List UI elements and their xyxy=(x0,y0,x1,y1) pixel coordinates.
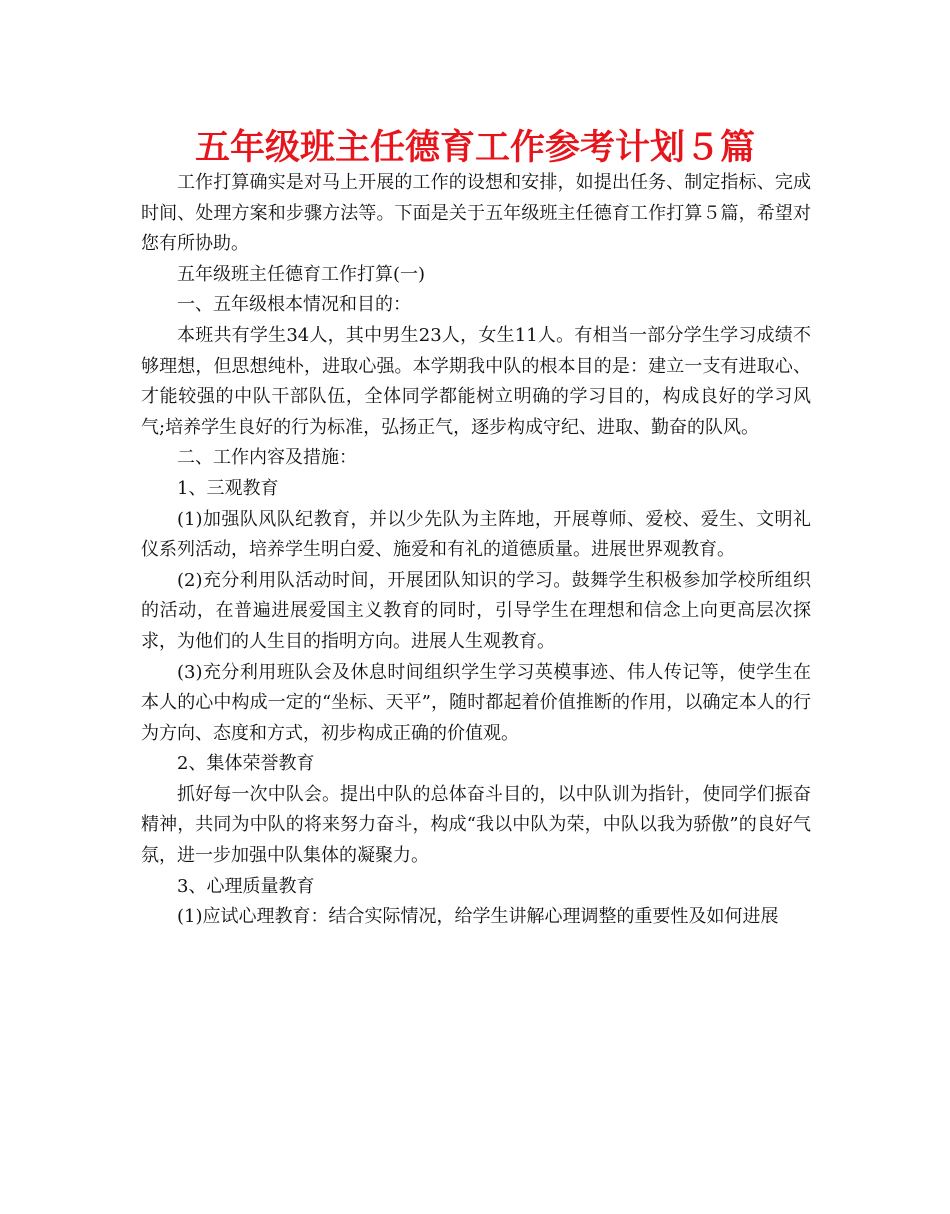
paragraph: (3)充分利用班队会及休息时间组织学生学习英模事迹、伟人传记等，使学生在本人的心中构成一定的“坐标、天平”，随时都起着价值推断的作用，以确定本人的行为方向、态度和方式，初步构成正确的价值观。 xyxy=(141,661,811,744)
paragraph: (1)加强队风队纪教育，并以少先队为主阵地，开展尊师、爱校、爱生、文明礼仪系列活动，培养学生明白爱、施爱和有礼的道德质量。进展世界观教育。 xyxy=(141,508,811,561)
section-heading: 二、工作内容及措施： xyxy=(177,447,357,469)
subsection-heading: 3、心理质量教育 xyxy=(177,875,315,897)
document-body xyxy=(141,168,811,933)
paragraph: (2)充分利用队活动时间，开展团队知识的学习。鼓舞学生积极参加学校所组织的活动，在普遍进展爱国主义教育的同时，引导学生在理想和信念上向更高层次探求，为他们的人生目的指明方向。进展人生观教育。 xyxy=(141,569,811,652)
paragraph: 抓好每一次中队会。提出中队的总体奋斗目的，以中队训为指针，使同学们振奋精神，共同为中队的将来努力奋斗，构成“我以中队为荣，中队以我为骄傲”的良好气氛，进一步加强中队集体的凝聚力。 xyxy=(141,783,811,867)
paragraph: 本班共有学生34人，其中男生23人，女生11人。有相当一部分学生学习成绩不够理想，但思想纯朴，进取心强。本学期我中队的根本目的是：建立一支有进取心、才能较强的中队干部队伍，全体同学都能树立明确的学习目的，构成良好的学习风气;培养学生良好的行为标准，弘扬正气，逐步构成守纪、进取、勤奋的队风。 xyxy=(141,324,811,438)
section-heading: 五年级班主任德育工作打算(一) xyxy=(177,263,426,285)
document-title: 五年级班主任德育工作参考计划５篇 xyxy=(194,128,755,168)
subsection-heading: 1、三观教育 xyxy=(177,477,279,499)
subsection-heading: 2、集体荣誉教育 xyxy=(177,753,315,775)
paragraph: (1)应试心理教育：结合实际情况，给学生讲解心理调整的重要性及如何进展 xyxy=(177,906,779,928)
section-heading: 一、五年级根本情况和目的： xyxy=(177,294,411,316)
paragraph: 工作打算确实是对马上开展的工作的设想和安排，如提出任务、制定指标、完成时间、处理方案和步骤方法等。下面是关于五年级班主任德育工作打算５篇，希望对您有所协助。 xyxy=(141,172,811,255)
